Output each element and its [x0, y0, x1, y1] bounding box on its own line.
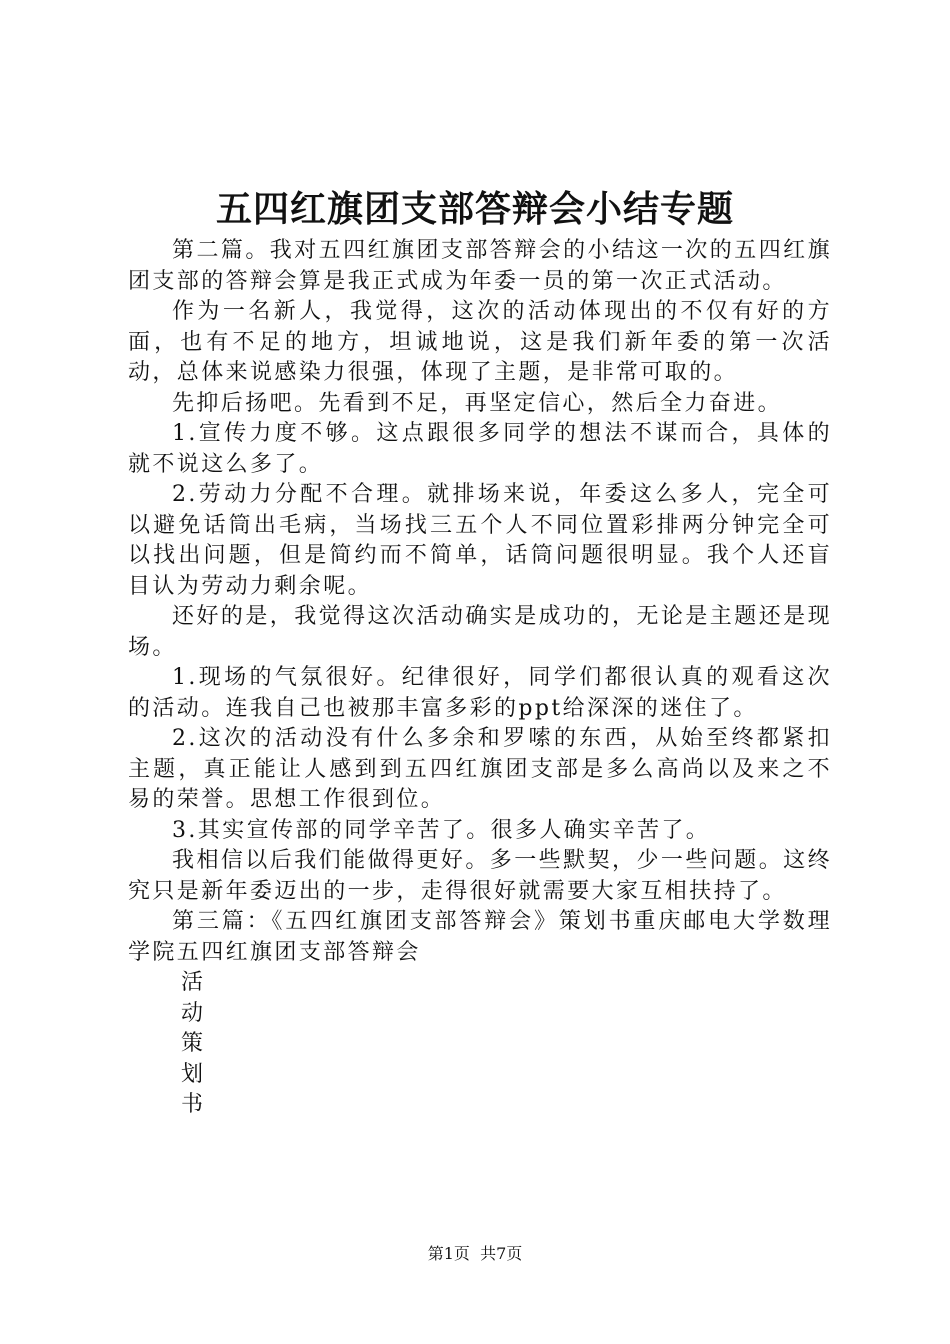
paragraph: 先抑后扬吧。先看到不足，再坚定信心，然后全力奋进。 — [172, 390, 783, 416]
paragraph: 第二篇。我对五四红旗团支部答辩会的小结这一次的五四红旗团支部的答辩会算是我正式成为年委一员的第一次正式活动。 — [128, 238, 832, 294]
paragraph: 还好的是，我觉得这次活动确实是成功的，无论是主题还是现场。 — [128, 604, 832, 660]
vertical-char: 动 — [181, 1000, 204, 1026]
paragraph: 我相信以后我们能做得更好。多一些默契，少一些问题。这终究只是新年委迈出的一步，走得很好就需要大家互相扶持了。 — [128, 848, 832, 904]
page-total: 共7页 — [480, 1244, 523, 1263]
list-item: 2.这次的活动没有什么多余和罗嗦的东西，从始至终都紧扣主题，真正能让人感到到五四红旗团支部是多么高尚以及来之不易的荣誉。思想工作很到位。 — [128, 726, 832, 812]
list-item: 1.现场的气氛很好。纪律很好，同学们都很认真的观看这次的活动。连我自己也被那丰富多彩的ppt给深深的迷住了。 — [128, 665, 832, 721]
vertical-heading — [128, 968, 832, 1121]
list-item: 3.其实宣传部的同学辛苦了。很多人确实辛苦了。 — [172, 817, 711, 843]
page-number: 第1页 — [427, 1244, 470, 1263]
document-title: 五四红旗团支部答辩会小结专题 — [215, 188, 734, 230]
list-item: 2.劳动力分配不合理。就排场来说，年委这么多人，完全可以避免话筒出毛病，当场找三五个人不同位置彩排两分钟完全可以找出问题，但是简约而不简单，话筒问题很明显。我个人还盲目认为劳动力剩余呢。 — [128, 482, 832, 599]
paragraph: 第三篇：《五四红旗团支部答辩会》策划书重庆邮电大学数理学院五四红旗团支部答辩会 — [128, 909, 832, 965]
paragraph: 作为一名新人，我觉得，这次的活动体现出的不仅有好的方面，也有不足的地方，坦诚地说，这是我们新年委的第一次活动，总体来说感染力很强，体现了主题，是非常可取的。 — [128, 299, 832, 385]
page-footer — [0, 1244, 950, 1264]
vertical-char: 活 — [181, 970, 204, 995]
vertical-char: 划 — [181, 1061, 204, 1087]
vertical-char: 书 — [181, 1092, 204, 1117]
vertical-char: 策 — [181, 1031, 204, 1056]
list-item: 1.宣传力度不够。这点跟很多同学的想法不谋而合，具体的就不说这么多了。 — [128, 421, 832, 477]
document-body — [128, 236, 832, 1121]
